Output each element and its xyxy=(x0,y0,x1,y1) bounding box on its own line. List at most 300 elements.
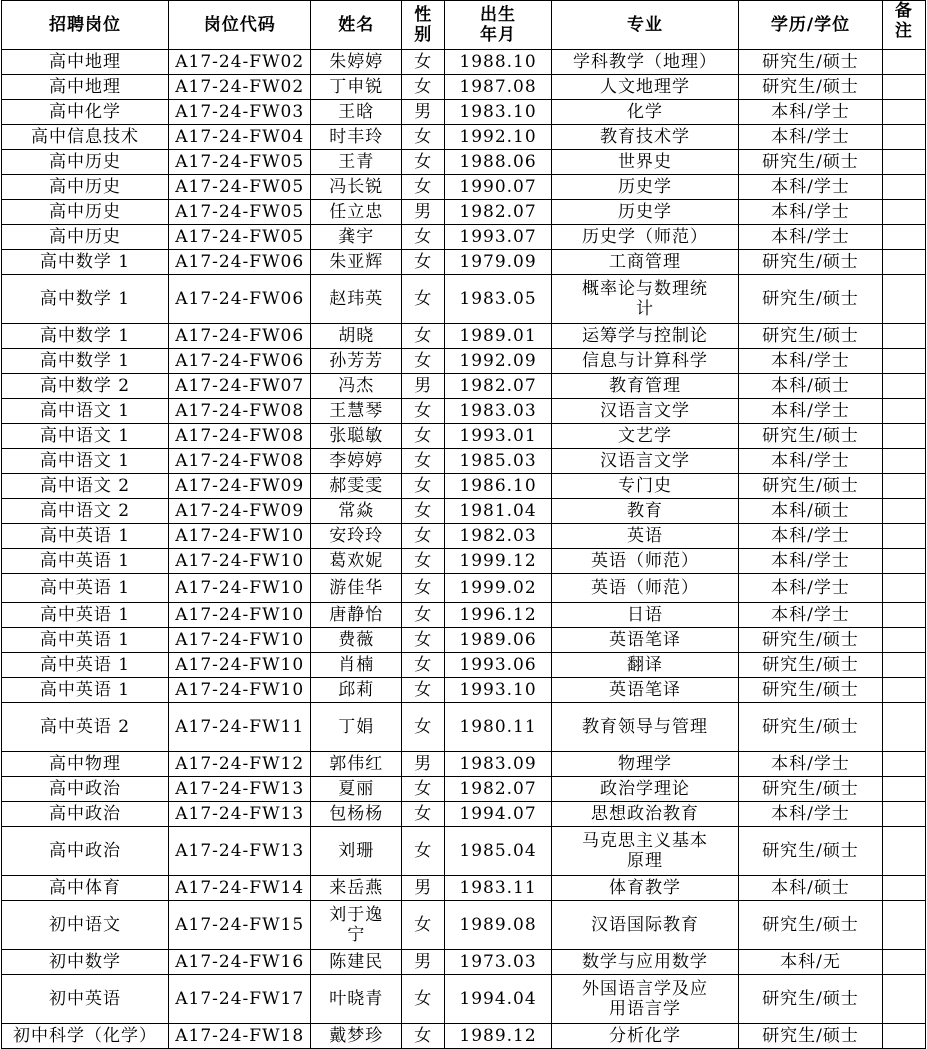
cell-code: A17-24-FW06 xyxy=(169,349,311,374)
cell-major: 概率论与数理统 计 xyxy=(551,275,739,324)
cell-degree: 本科/学士 xyxy=(739,752,882,777)
cell-major: 英语 xyxy=(551,524,739,549)
header-gender: 性 别 xyxy=(402,1,445,50)
cell-name: 郝雯雯 xyxy=(311,474,402,499)
table-row xyxy=(2,975,926,1024)
cell-gender: 女 xyxy=(402,802,445,827)
cell-code: A17-24-FW02 xyxy=(169,75,311,100)
table-row xyxy=(2,703,926,752)
cell-position: 高中英语 1 xyxy=(2,653,169,678)
table-row xyxy=(2,752,926,777)
table-row xyxy=(2,678,926,703)
cell-name: 胡晓 xyxy=(311,324,402,349)
header-name: 姓名 xyxy=(311,1,402,50)
cell-position: 高中历史 xyxy=(2,225,169,250)
cell-degree: 研究生/硕士 xyxy=(739,474,882,499)
cell-name: 刘于逸 宁 xyxy=(311,901,402,950)
cell-birth: 1994.07 xyxy=(445,802,551,827)
cell-code: A17-24-FW05 xyxy=(169,200,311,225)
cell-birth: 1999.12 xyxy=(445,549,551,574)
cell-degree: 研究生/硕士 xyxy=(739,275,882,324)
cell-birth: 1992.10 xyxy=(445,125,551,150)
cell-note xyxy=(882,827,925,876)
cell-name: 郭伟红 xyxy=(311,752,402,777)
cell-degree: 研究生/硕士 xyxy=(739,777,882,802)
cell-note xyxy=(882,449,925,474)
cell-major: 分析化学 xyxy=(551,1024,739,1049)
cell-degree: 本科/学士 xyxy=(739,549,882,574)
cell-major: 教育技术学 xyxy=(551,125,739,150)
cell-code: A17-24-FW10 xyxy=(169,628,311,653)
cell-birth: 1990.07 xyxy=(445,175,551,200)
header-birth: 出生 年月 xyxy=(445,1,551,50)
cell-degree: 本科/硕士 xyxy=(739,499,882,524)
cell-code: A17-24-FW06 xyxy=(169,275,311,324)
cell-degree: 本科/学士 xyxy=(739,603,882,628)
cell-major: 体育教学 xyxy=(551,876,739,901)
cell-degree: 本科/学士 xyxy=(739,574,882,603)
cell-code: A17-24-FW06 xyxy=(169,324,311,349)
header-major: 专业 xyxy=(551,1,739,50)
cell-gender: 女 xyxy=(402,499,445,524)
cell-degree: 研究生/硕士 xyxy=(739,703,882,752)
cell-birth: 1980.11 xyxy=(445,703,551,752)
table-row xyxy=(2,449,926,474)
cell-name: 费薇 xyxy=(311,628,402,653)
cell-note xyxy=(882,349,925,374)
cell-degree: 研究生/硕士 xyxy=(739,975,882,1024)
cell-note xyxy=(882,975,925,1024)
cell-code: A17-24-FW05 xyxy=(169,150,311,175)
cell-gender: 女 xyxy=(402,449,445,474)
cell-code: A17-24-FW08 xyxy=(169,424,311,449)
cell-major: 英语笔译 xyxy=(551,628,739,653)
table-row xyxy=(2,349,926,374)
cell-major: 教育领导与管理 xyxy=(551,703,739,752)
cell-degree: 研究生/硕士 xyxy=(739,628,882,653)
cell-position: 高中英语 1 xyxy=(2,549,169,574)
cell-code: A17-24-FW05 xyxy=(169,175,311,200)
cell-name: 陈建民 xyxy=(311,950,402,975)
cell-name: 葛欢妮 xyxy=(311,549,402,574)
cell-degree: 研究生/硕士 xyxy=(739,901,882,950)
cell-major: 历史学（师范） xyxy=(551,225,739,250)
cell-birth: 1973.03 xyxy=(445,950,551,975)
cell-code: A17-24-FW03 xyxy=(169,100,311,125)
cell-birth: 1985.03 xyxy=(445,449,551,474)
table-row xyxy=(2,499,926,524)
cell-birth: 1993.06 xyxy=(445,653,551,678)
cell-name: 夏丽 xyxy=(311,777,402,802)
cell-name: 包杨杨 xyxy=(311,802,402,827)
cell-major: 汉语言文学 xyxy=(551,449,739,474)
cell-major: 政治学理论 xyxy=(551,777,739,802)
cell-note xyxy=(882,50,925,75)
table-row xyxy=(2,75,926,100)
cell-birth: 1993.01 xyxy=(445,424,551,449)
cell-name: 赵玮英 xyxy=(311,275,402,324)
cell-position: 高中英语 2 xyxy=(2,703,169,752)
recruitment-table xyxy=(1,0,926,1049)
cell-degree: 本科/硕士 xyxy=(739,876,882,901)
cell-major: 汉语言文学 xyxy=(551,399,739,424)
cell-code: A17-24-FW08 xyxy=(169,399,311,424)
cell-degree: 本科/学士 xyxy=(739,100,882,125)
cell-name: 朱婷婷 xyxy=(311,50,402,75)
cell-major: 教育管理 xyxy=(551,374,739,399)
cell-major: 教育 xyxy=(551,499,739,524)
header-degree: 学历/学位 xyxy=(739,1,882,50)
cell-code: A17-24-FW10 xyxy=(169,574,311,603)
cell-note xyxy=(882,703,925,752)
cell-birth: 1985.04 xyxy=(445,827,551,876)
cell-position: 高中数学 2 xyxy=(2,374,169,399)
cell-note xyxy=(882,374,925,399)
table-row xyxy=(2,827,926,876)
cell-note xyxy=(882,876,925,901)
table-row xyxy=(2,125,926,150)
cell-position: 高中英语 1 xyxy=(2,603,169,628)
cell-gender: 男 xyxy=(402,100,445,125)
cell-name: 王晗 xyxy=(311,100,402,125)
cell-birth: 1982.07 xyxy=(445,374,551,399)
cell-code: A17-24-FW10 xyxy=(169,678,311,703)
cell-note xyxy=(882,225,925,250)
cell-name: 来岳燕 xyxy=(311,876,402,901)
cell-gender: 男 xyxy=(402,752,445,777)
cell-degree: 本科/学士 xyxy=(739,524,882,549)
cell-gender: 女 xyxy=(402,275,445,324)
cell-degree: 本科/学士 xyxy=(739,125,882,150)
cell-gender: 男 xyxy=(402,200,445,225)
cell-major: 英语笔译 xyxy=(551,678,739,703)
cell-gender: 女 xyxy=(402,901,445,950)
cell-name: 安玲玲 xyxy=(311,524,402,549)
cell-name: 冯长锐 xyxy=(311,175,402,200)
table-row xyxy=(2,524,926,549)
cell-code: A17-24-FW12 xyxy=(169,752,311,777)
cell-major: 工商管理 xyxy=(551,250,739,275)
cell-major: 英语（师范） xyxy=(551,574,739,603)
cell-note xyxy=(882,324,925,349)
cell-position: 高中语文 1 xyxy=(2,424,169,449)
cell-code: A17-24-FW14 xyxy=(169,876,311,901)
cell-position: 高中政治 xyxy=(2,777,169,802)
cell-birth: 1983.11 xyxy=(445,876,551,901)
cell-name: 丁娟 xyxy=(311,703,402,752)
table-body xyxy=(2,50,926,1049)
cell-name: 任立忠 xyxy=(311,200,402,225)
table-row xyxy=(2,876,926,901)
table-row xyxy=(2,474,926,499)
cell-note xyxy=(882,549,925,574)
cell-degree: 本科/学士 xyxy=(739,200,882,225)
cell-note xyxy=(882,653,925,678)
table-row xyxy=(2,802,926,827)
cell-name: 王青 xyxy=(311,150,402,175)
cell-birth: 1983.10 xyxy=(445,100,551,125)
cell-position: 高中数学 1 xyxy=(2,275,169,324)
cell-code: A17-24-FW13 xyxy=(169,827,311,876)
cell-gender: 女 xyxy=(402,399,445,424)
cell-gender: 女 xyxy=(402,628,445,653)
cell-birth: 1982.07 xyxy=(445,777,551,802)
cell-major: 数学与应用数学 xyxy=(551,950,739,975)
cell-note xyxy=(882,901,925,950)
cell-gender: 女 xyxy=(402,150,445,175)
cell-position: 高中语文 2 xyxy=(2,499,169,524)
cell-code: A17-24-FW18 xyxy=(169,1024,311,1049)
cell-birth: 1987.08 xyxy=(445,75,551,100)
cell-degree: 本科/学士 xyxy=(739,449,882,474)
cell-major: 运筹学与控制论 xyxy=(551,324,739,349)
cell-gender: 女 xyxy=(402,474,445,499)
cell-position: 高中英语 1 xyxy=(2,628,169,653)
cell-note xyxy=(882,100,925,125)
cell-code: A17-24-FW02 xyxy=(169,50,311,75)
cell-position: 高中历史 xyxy=(2,150,169,175)
cell-position: 高中英语 1 xyxy=(2,574,169,603)
table-row xyxy=(2,653,926,678)
cell-note xyxy=(882,802,925,827)
cell-name: 时丰玲 xyxy=(311,125,402,150)
cell-code: A17-24-FW10 xyxy=(169,653,311,678)
cell-position: 高中信息技术 xyxy=(2,125,169,150)
cell-gender: 女 xyxy=(402,653,445,678)
table-row xyxy=(2,175,926,200)
header-position: 招聘岗位 xyxy=(2,1,169,50)
cell-major: 翻译 xyxy=(551,653,739,678)
cell-note xyxy=(882,1024,925,1049)
cell-note xyxy=(882,399,925,424)
cell-major: 思想政治教育 xyxy=(551,802,739,827)
cell-degree: 本科/硕士 xyxy=(739,374,882,399)
cell-position: 高中地理 xyxy=(2,50,169,75)
cell-birth: 1999.02 xyxy=(445,574,551,603)
cell-degree: 研究生/硕士 xyxy=(739,653,882,678)
cell-major: 化学 xyxy=(551,100,739,125)
cell-note xyxy=(882,75,925,100)
cell-gender: 女 xyxy=(402,524,445,549)
cell-degree: 本科/无 xyxy=(739,950,882,975)
table-row xyxy=(2,950,926,975)
cell-gender: 男 xyxy=(402,876,445,901)
cell-name: 肖楠 xyxy=(311,653,402,678)
cell-degree: 研究生/硕士 xyxy=(739,75,882,100)
cell-degree: 本科/学士 xyxy=(739,802,882,827)
table-row xyxy=(2,603,926,628)
cell-position: 初中语文 xyxy=(2,901,169,950)
cell-note xyxy=(882,424,925,449)
cell-gender: 女 xyxy=(402,125,445,150)
cell-position: 高中英语 1 xyxy=(2,678,169,703)
cell-position: 初中英语 xyxy=(2,975,169,1024)
cell-birth: 1983.09 xyxy=(445,752,551,777)
cell-major: 学科教学（地理） xyxy=(551,50,739,75)
cell-note xyxy=(882,125,925,150)
cell-degree: 研究生/硕士 xyxy=(739,150,882,175)
cell-major: 人文地理学 xyxy=(551,75,739,100)
cell-birth: 1986.10 xyxy=(445,474,551,499)
cell-gender: 女 xyxy=(402,678,445,703)
cell-gender: 男 xyxy=(402,374,445,399)
cell-birth: 1993.10 xyxy=(445,678,551,703)
cell-birth: 1994.04 xyxy=(445,975,551,1024)
table-row xyxy=(2,1024,926,1049)
cell-name: 冯杰 xyxy=(311,374,402,399)
table-row xyxy=(2,374,926,399)
cell-birth: 1981.04 xyxy=(445,499,551,524)
cell-name: 龚宇 xyxy=(311,225,402,250)
cell-major: 日语 xyxy=(551,603,739,628)
cell-gender: 女 xyxy=(402,424,445,449)
cell-note xyxy=(882,474,925,499)
cell-birth: 1982.07 xyxy=(445,200,551,225)
cell-code: A17-24-FW04 xyxy=(169,125,311,150)
cell-position: 高中物理 xyxy=(2,752,169,777)
cell-note xyxy=(882,574,925,603)
table-row xyxy=(2,100,926,125)
cell-note xyxy=(882,603,925,628)
cell-code: A17-24-FW13 xyxy=(169,802,311,827)
table-row xyxy=(2,901,926,950)
cell-degree: 研究生/硕士 xyxy=(739,678,882,703)
cell-name: 戴梦珍 xyxy=(311,1024,402,1049)
cell-code: A17-24-FW17 xyxy=(169,975,311,1024)
cell-position: 高中地理 xyxy=(2,75,169,100)
cell-birth: 1989.12 xyxy=(445,1024,551,1049)
cell-birth: 1988.06 xyxy=(445,150,551,175)
cell-note xyxy=(882,250,925,275)
cell-note xyxy=(882,777,925,802)
cell-degree: 本科/学士 xyxy=(739,349,882,374)
table-row xyxy=(2,777,926,802)
cell-note xyxy=(882,678,925,703)
cell-gender: 女 xyxy=(402,75,445,100)
table-row xyxy=(2,574,926,603)
cell-note xyxy=(882,752,925,777)
table-row xyxy=(2,225,926,250)
cell-gender: 女 xyxy=(402,349,445,374)
cell-major: 专门史 xyxy=(551,474,739,499)
cell-major: 外国语言学及应 用语言学 xyxy=(551,975,739,1024)
cell-birth: 1996.12 xyxy=(445,603,551,628)
cell-position: 高中英语 1 xyxy=(2,524,169,549)
cell-birth: 1979.09 xyxy=(445,250,551,275)
cell-degree: 研究生/硕士 xyxy=(739,324,882,349)
cell-birth: 1988.10 xyxy=(445,50,551,75)
cell-code: A17-24-FW07 xyxy=(169,374,311,399)
cell-gender: 女 xyxy=(402,324,445,349)
cell-code: A17-24-FW16 xyxy=(169,950,311,975)
cell-code: A17-24-FW09 xyxy=(169,474,311,499)
header-note: 备 注 xyxy=(882,1,925,50)
cell-name: 李婷婷 xyxy=(311,449,402,474)
cell-degree: 本科/学士 xyxy=(739,399,882,424)
cell-gender: 女 xyxy=(402,175,445,200)
cell-name: 邱莉 xyxy=(311,678,402,703)
cell-gender: 女 xyxy=(402,975,445,1024)
cell-degree: 研究生/硕士 xyxy=(739,827,882,876)
cell-code: A17-24-FW05 xyxy=(169,225,311,250)
cell-code: A17-24-FW15 xyxy=(169,901,311,950)
cell-code: A17-24-FW10 xyxy=(169,524,311,549)
cell-position: 高中政治 xyxy=(2,827,169,876)
cell-birth: 1992.09 xyxy=(445,349,551,374)
cell-code: A17-24-FW08 xyxy=(169,449,311,474)
cell-note xyxy=(882,150,925,175)
header-code: 岗位代码 xyxy=(169,1,311,50)
cell-major: 汉语国际教育 xyxy=(551,901,739,950)
cell-name: 游佳华 xyxy=(311,574,402,603)
cell-position: 初中科学（化学） xyxy=(2,1024,169,1049)
cell-position: 高中体育 xyxy=(2,876,169,901)
cell-major: 物理学 xyxy=(551,752,739,777)
cell-note xyxy=(882,200,925,225)
cell-major: 信息与计算科学 xyxy=(551,349,739,374)
header-row xyxy=(2,1,926,50)
table-row xyxy=(2,200,926,225)
cell-birth: 1982.03 xyxy=(445,524,551,549)
cell-degree: 研究生/硕士 xyxy=(739,1024,882,1049)
cell-major: 马克思主义基本 原理 xyxy=(551,827,739,876)
cell-code: A17-24-FW13 xyxy=(169,777,311,802)
cell-note xyxy=(882,275,925,324)
cell-note xyxy=(882,175,925,200)
cell-position: 高中数学 1 xyxy=(2,250,169,275)
cell-name: 王慧琴 xyxy=(311,399,402,424)
cell-gender: 女 xyxy=(402,777,445,802)
cell-major: 世界史 xyxy=(551,150,739,175)
cell-code: A17-24-FW09 xyxy=(169,499,311,524)
cell-birth: 1989.01 xyxy=(445,324,551,349)
cell-position: 高中语文 1 xyxy=(2,399,169,424)
cell-name: 朱亚辉 xyxy=(311,250,402,275)
cell-note xyxy=(882,950,925,975)
cell-note xyxy=(882,499,925,524)
table-row xyxy=(2,399,926,424)
cell-gender: 女 xyxy=(402,225,445,250)
cell-name: 丁申锐 xyxy=(311,75,402,100)
table-row xyxy=(2,275,926,324)
cell-name: 张聪敏 xyxy=(311,424,402,449)
cell-position: 高中历史 xyxy=(2,175,169,200)
cell-degree: 研究生/硕士 xyxy=(739,424,882,449)
table-row xyxy=(2,250,926,275)
cell-code: A17-24-FW06 xyxy=(169,250,311,275)
cell-position: 高中数学 1 xyxy=(2,349,169,374)
table-row xyxy=(2,324,926,349)
cell-position: 高中历史 xyxy=(2,200,169,225)
cell-degree: 研究生/硕士 xyxy=(739,250,882,275)
cell-name: 孙芳芳 xyxy=(311,349,402,374)
cell-gender: 女 xyxy=(402,827,445,876)
cell-birth: 1989.08 xyxy=(445,901,551,950)
cell-degree: 本科/学士 xyxy=(739,175,882,200)
cell-name: 唐静怡 xyxy=(311,603,402,628)
cell-position: 高中语文 2 xyxy=(2,474,169,499)
cell-major: 英语（师范） xyxy=(551,549,739,574)
cell-note xyxy=(882,628,925,653)
cell-gender: 女 xyxy=(402,549,445,574)
cell-degree: 本科/学士 xyxy=(739,225,882,250)
cell-code: A17-24-FW10 xyxy=(169,603,311,628)
cell-birth: 1989.06 xyxy=(445,628,551,653)
cell-position: 高中数学 1 xyxy=(2,324,169,349)
cell-birth: 1983.05 xyxy=(445,275,551,324)
cell-name: 叶晓青 xyxy=(311,975,402,1024)
cell-major: 历史学 xyxy=(551,175,739,200)
